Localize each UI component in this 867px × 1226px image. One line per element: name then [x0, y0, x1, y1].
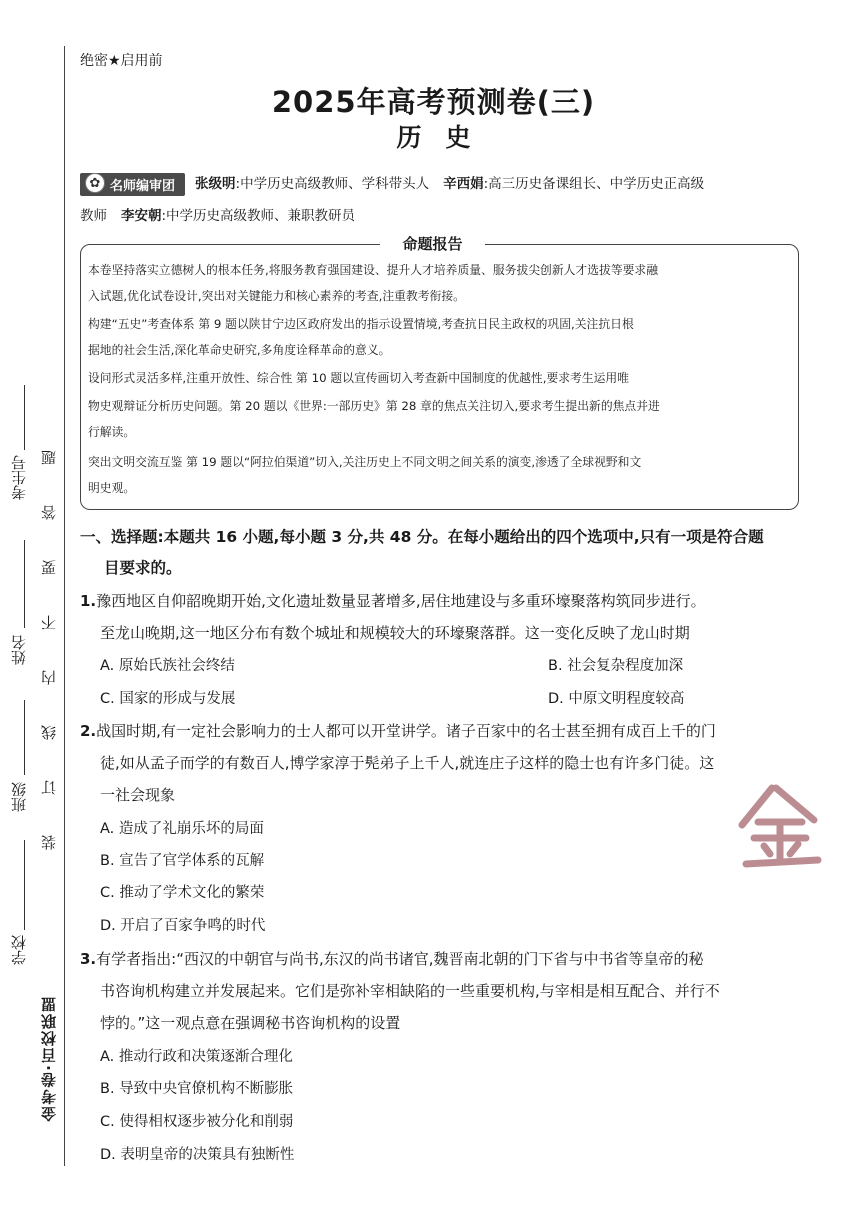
gold-seal-icon [732, 780, 828, 870]
editor-desc: :中学历史高级教师、兼职教研员 [161, 208, 356, 224]
option[interactable]: C. 推动了学术文化的繁荣 [100, 885, 265, 901]
editor-desc: 教师 [80, 208, 107, 224]
editor-line-2 [80, 204, 820, 224]
report-line: 构建“五史”考查体系 第 9 题以陕甘宁边区政府发出的指示设置情境,考查抗日民主政权的巩固,关注抗日根 [88, 317, 634, 331]
binding-line [64, 46, 65, 1166]
question-3-line-3: 悖的。”这一观点意在强调秘书咨询机构的设置 [100, 1014, 401, 1032]
question-3-line-1 [80, 948, 704, 969]
question-1-line-1 [80, 590, 706, 611]
question-text: 有学者指出:“西汉的中朝官与尚书,东汉的尚书诸官,魏晋南北朝的门下省与中书省等皇帝的秘 [96, 950, 704, 968]
question-number: 3. [80, 950, 97, 968]
report-line: 入试题,优化试卷设计,突出对关键能力和核心素养的考查,注重教考衔接。 [88, 289, 465, 303]
option[interactable]: C. 国家的形成与发展 [100, 691, 236, 707]
report-title: 命题报告 [380, 233, 485, 254]
editor-badge [80, 173, 185, 196]
binding-name-label: 姓名 [10, 635, 28, 665]
report-line: 设问形式灵活多样,注重开放性、综合性 第 10 题以宣传画切入考查新中国制度的优越性,要求考生运用唯 [88, 371, 630, 385]
option[interactable]: D. 中原文明程度较高 [548, 691, 685, 707]
binding-brand: 金考卷·百校联盟 [40, 995, 58, 1122]
option[interactable]: B. 宣告了官学体系的瓦解 [100, 853, 265, 869]
question-1-line-2: 至龙山晚期,这一地区分布有数个城址和规模较大的环壕聚落群。这一变化反映了龙山时期 [100, 624, 690, 642]
editor-badge-label: 名师编审团 [110, 178, 176, 194]
report-line: 明史观。 [88, 481, 136, 495]
exam-subject: 历史 [396, 123, 495, 152]
section-heading: 一、选择题:本题共 16 小题,每小题 3 分,共 48 分。在每小题给出的四个选项中,只有一项是符合题 [80, 528, 764, 546]
question-number: 1. [80, 592, 97, 610]
editor-name: 李安朝 [121, 208, 162, 224]
binding-exam-no-label: 考生号 [10, 455, 28, 500]
report-line: 据地的社会生活,深化革命史研究,多角度诠释革命的意义。 [88, 343, 391, 357]
binding-exam-no-rule [24, 385, 25, 450]
question-3-line-2: 书咨询机构建立并发展起来。它们是弥补宰相缺陷的一些重要机构,与宰相是相互配合、并行不 [100, 982, 720, 1000]
teacher-icon: ✿ [85, 173, 105, 193]
report-line: 本卷坚持落实立德树人的根本任务,将服务教育强国建设、提升人才培养质量、服务拔尖创新人才选拔等要求融 [88, 263, 659, 277]
question-2-line-2: 徒,如从孟子而学的有数百人,博学家淳于髡弟子上千人,就连庄子这样的隐士也有许多门徒。这 [100, 754, 715, 772]
editor-desc: :高三历史备课组长、中学历史正高级 [483, 176, 705, 192]
option[interactable]: A. 造成了礼崩乐坏的局面 [100, 821, 264, 837]
secrecy-label: 绝密★启用前 [80, 53, 163, 69]
editor-desc: :中学历史高级教师、学科带头人 [235, 176, 430, 192]
option[interactable]: B. 导致中央官僚机构不断膨胀 [100, 1081, 294, 1097]
option[interactable]: B. 社会复杂程度加深 [548, 658, 684, 674]
binding-school-label: 学校 [10, 935, 28, 965]
question-text: 豫西地区自仰韶晚期开始,文化遗址数量显著增多,居住地建设与多重环壕聚落构筑同步进行。 [96, 592, 706, 610]
section-heading-cont: 目要求的。 [104, 559, 182, 577]
question-2-line-3: 一社会现象 [100, 786, 176, 804]
question-number: 2. [80, 722, 97, 740]
report-line: 物史观辩证分析历史问题。第 20 题以《世界:一部历史》第 28 章的焦点关注切入,要求考生提出新的焦点并进 [88, 399, 660, 413]
binding-name-rule [24, 540, 25, 628]
option[interactable]: C. 使得相权逐步被分化和削弱 [100, 1114, 294, 1130]
option[interactable]: D. 开启了百家争鸣的时代 [100, 918, 266, 934]
option[interactable]: A. 推动行政和决策逐渐合理化 [100, 1049, 293, 1065]
question-2-line-1 [80, 720, 716, 741]
question-text: 战国时期,有一定社会影响力的士人都可以开堂讲学。诸子百家中的名士甚至拥有成百上千的门 [96, 722, 716, 740]
option[interactable]: A. 原始氏族社会终结 [100, 658, 235, 674]
report-line: 突出文明交流互鉴 第 19 题以“阿拉伯渠道”切入,关注历史上不同文明之间关系的演变,渗透了全球视野和文 [88, 455, 642, 469]
editor-line-1 [80, 172, 820, 196]
editor-name: 张级明 [195, 176, 236, 192]
binding-class-rule [24, 700, 25, 775]
editor-name: 辛西娟 [443, 176, 484, 192]
binding-warning: 装订线内不要答题 [40, 410, 58, 850]
report-line: 行解读。 [88, 425, 136, 439]
option[interactable]: D. 表明皇帝的决策具有独断性 [100, 1147, 295, 1163]
exam-title: 2025年高考预测卷(三) [271, 85, 596, 119]
binding-class-label: 班级 [10, 782, 28, 812]
binding-school-rule [24, 840, 25, 930]
